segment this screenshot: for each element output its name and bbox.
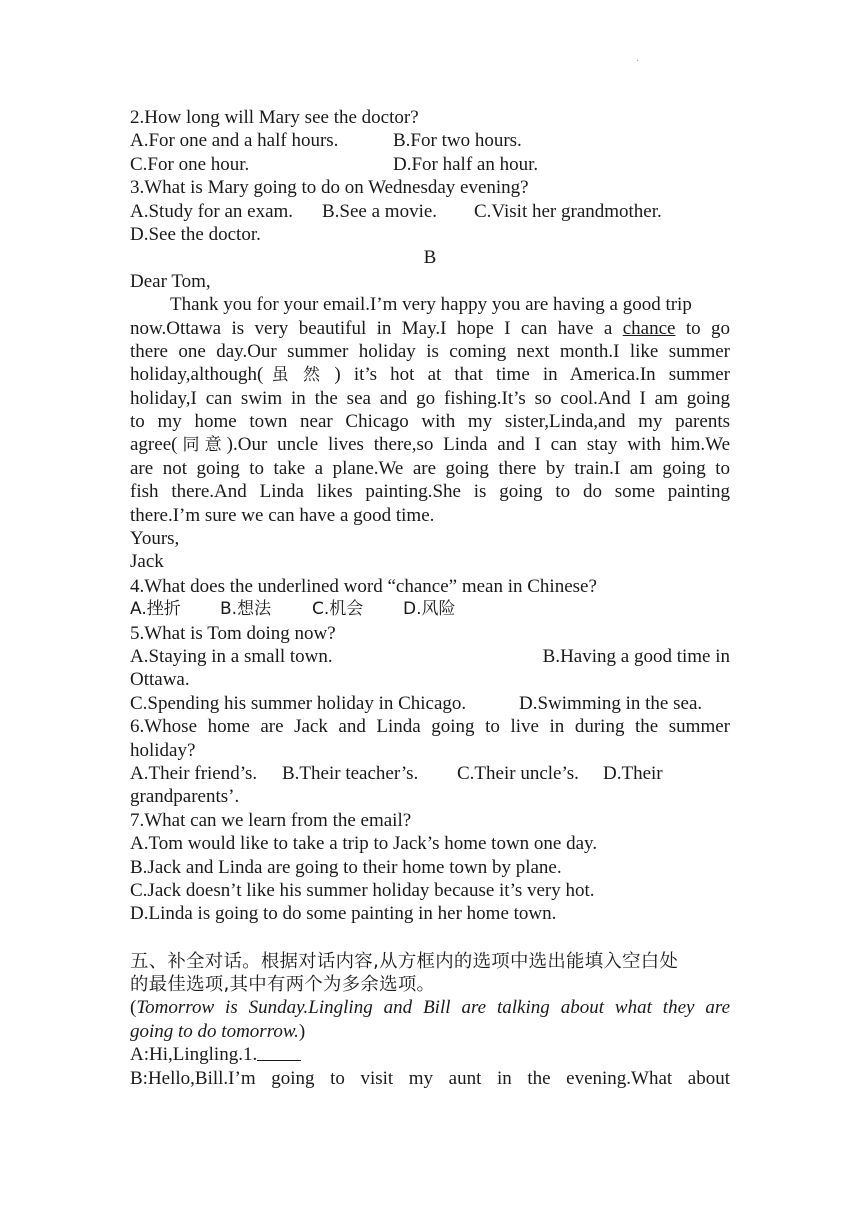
option-2a: A.For one and a half hours.	[130, 130, 339, 152]
option-3a: A.Study for an exam.	[130, 200, 294, 222]
option-4d: D.风险	[403, 599, 456, 620]
letter-line: holiday,I can swim in the sea and go fishing.It’s so cool.And I am going	[130, 387, 730, 409]
option-7a: A.Tom would like to take a trip to Jack’s home town one day.	[130, 833, 598, 855]
letter-signature: Jack	[130, 551, 164, 573]
letter-line: fish there.And Linda likes painting.She is going to do some painting	[130, 481, 730, 503]
section-gap	[130, 926, 730, 950]
dialogue-line-b: B:Hello,Bill.I’m going to visit my aunt in the evening.What about	[130, 1067, 730, 1089]
section-b-heading: B	[423, 247, 437, 269]
chinese-gloss: 虽然	[263, 365, 335, 386]
option-5b: B.Having a good time in	[542, 645, 730, 667]
question-6: 6.Whose home are Jack and Linda going to live in during the summer	[130, 716, 730, 738]
option-3c: C.Visit her grandmother.	[474, 200, 662, 222]
letter-greeting: Dear Tom,	[130, 270, 211, 292]
question-2-options-row-1	[130, 129, 730, 152]
section-5-instruction: 五、补全对话。根据对话内容,从方框内的选项中选出能填入空白处	[130, 950, 679, 972]
dialogue-line-a: A:Hi,Lingling.1.	[130, 1043, 730, 1066]
question-6-options	[130, 762, 730, 785]
option-3b: B.See a movie.	[322, 200, 438, 222]
letter-body	[130, 293, 730, 527]
question-5-options-row-2	[130, 692, 730, 715]
question-7: 7.What can we learn from the email?	[130, 809, 412, 831]
option-5b-continued: Ottawa.	[130, 669, 190, 691]
option-6d-continued: grandparents’.	[130, 786, 240, 808]
dialogue-context: (Tomorrow is Sunday.Lingling and Bill are talking about what they are	[130, 997, 730, 1019]
option-6a: A.Their friend’s.	[130, 762, 258, 784]
question-6-continued: holiday?	[130, 739, 196, 761]
question-2: 2.How long will Mary see the doctor?	[130, 107, 419, 128]
option-5a: A.Staying in a small town.	[130, 645, 333, 667]
header-mark: ·	[636, 56, 640, 67]
chinese-gloss: 同意	[177, 435, 227, 456]
letter-line: now.Ottawa is very beautiful in May.I hope I can have a chance to go	[130, 317, 730, 339]
letter-line: Thank you for your email.I’m very happy you are having a good trip	[170, 294, 692, 316]
option-2d: D.For half an hour.	[393, 153, 539, 175]
option-7b: B.Jack and Linda are going to their home town by plane.	[130, 856, 562, 878]
option-5d: D.Swimming in the sea.	[519, 692, 703, 714]
dialogue-context-continued: going to do tomorrow.)	[130, 1020, 306, 1042]
question-5-options-row-1	[130, 645, 730, 668]
question-3-options-row-1	[130, 200, 730, 223]
option-2c: C.For one hour.	[130, 153, 250, 175]
option-4a: A.挫折	[130, 599, 181, 620]
document-page	[130, 106, 730, 1090]
option-5c: C.Spending his summer holiday in Chicago.	[130, 692, 467, 714]
letter-line: there.I’m sure we can have a good time.	[130, 504, 435, 526]
letter-line: there one day.Our summer holiday is coming next month.I like summer	[130, 340, 730, 362]
option-6b: B.Their teacher’s.	[282, 762, 419, 784]
option-3d: D.See the doctor.	[130, 223, 261, 245]
question-2-options-row-2	[130, 153, 730, 176]
section-5-instruction-continued: 的最佳选项,其中有两个为多余选项。	[130, 974, 436, 996]
option-6c: C.Their uncle’s.	[457, 762, 579, 784]
question-4-options	[130, 598, 730, 621]
option-4c: C.机会	[312, 599, 364, 620]
letter-line: agree(同意).Our uncle lives there,so Linda and I can stay with him.We	[130, 434, 730, 456]
option-4b: B.想法	[220, 599, 272, 620]
question-3: 3.What is Mary going to do on Wednesday evening?	[130, 177, 529, 199]
letter-line: are not going to take a plane.We are going there by train.I am going to	[130, 457, 730, 479]
letter-line: holiday,although(虽然) it’s hot at that time in America.In summer	[130, 364, 731, 386]
underlined-word-chance: chance	[622, 317, 676, 339]
option-6d: D.Their	[603, 762, 663, 784]
option-7c: C.Jack doesn’t like his summer holiday because it’s very hot.	[130, 879, 595, 901]
question-5: 5.What is Tom doing now?	[130, 622, 336, 644]
letter-line: to my home town near Chicago with my sister,Linda,and my parents	[130, 411, 730, 433]
option-2b: B.For two hours.	[393, 130, 522, 152]
answer-blank-1[interactable]	[257, 1044, 301, 1061]
question-4: 4.What does the underlined word “chance” mean in Chinese?	[130, 575, 597, 597]
option-7d: D.Linda is going to do some painting in her home town.	[130, 903, 557, 925]
letter-closing: Yours,	[130, 528, 180, 550]
